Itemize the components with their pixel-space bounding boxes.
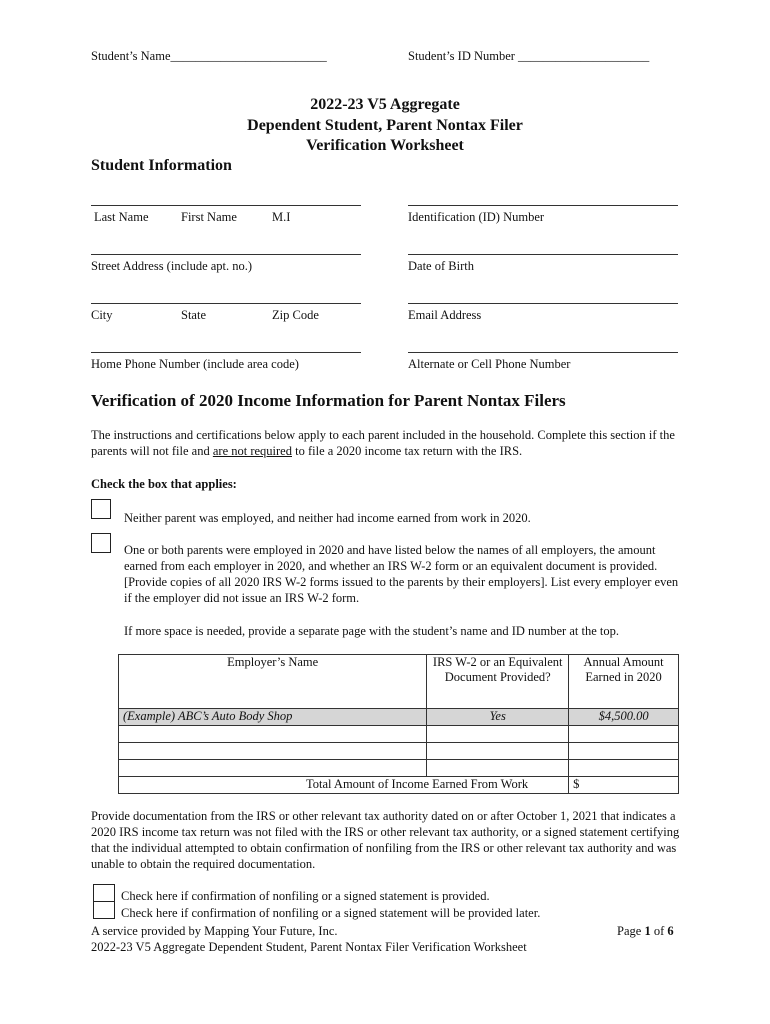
- dob-label: Date of Birth: [408, 259, 474, 273]
- verification-heading: Verification of 2020 Income Information for Parent Nontax Filers: [91, 391, 566, 410]
- nonfiling-provided-checkbox[interactable]: [93, 884, 115, 902]
- form-title-line2: Dependent Student, Parent Nontax Filer: [247, 117, 523, 134]
- nonfiling-later-label: Check here if confirmation of nonfiling or a signed statement will be provided later.: [121, 906, 541, 920]
- home-phone-line[interactable]: [91, 352, 361, 353]
- street-label: Street Address (include apt. no.): [91, 259, 253, 273]
- employer-name-header: Employer’s Name: [119, 655, 427, 709]
- table-header-row: [119, 655, 679, 709]
- student-id-field[interactable]: Student’s ID Number _____________________: [408, 49, 650, 63]
- id-number-label: Identification (ID) Number: [408, 210, 545, 224]
- student-name-field[interactable]: Student’s Name_________________________: [91, 49, 327, 63]
- page-total: 6: [667, 924, 674, 938]
- table-row[interactable]: [119, 726, 679, 743]
- option2-checkbox[interactable]: [91, 533, 111, 553]
- option1-text: Neither parent was employed, and neither had income earned from work in 2020.: [124, 511, 531, 525]
- home-phone-label: Home Phone Number (include area code): [91, 357, 299, 371]
- form-title-line3: Verification Worksheet: [306, 137, 464, 154]
- email-label: Email Address: [408, 308, 482, 322]
- total-amount-field[interactable]: $: [569, 777, 679, 794]
- dob-line[interactable]: [408, 254, 678, 255]
- zip-label: Zip Code: [272, 308, 319, 322]
- page-current: 1: [644, 924, 651, 938]
- nonfiling-later-checkbox[interactable]: [93, 901, 115, 919]
- email-line[interactable]: [408, 303, 678, 304]
- amount-header: Annual Amount Earned in 2020: [569, 655, 679, 709]
- alt-phone-label: Alternate or Cell Phone Number: [408, 357, 571, 371]
- documentation-text: Provide documentation from the IRS or other relevant tax authority dated on or after October 1, 2021 that indicates a 2020 IRS income tax return was not filed with the IRS or other relevant tax authority, or a signed statement certifying that the individual attempted to obtain confirmation of nonfiling from the IRS or other relevant tax authority and was unable to obtain the required documentation.: [91, 809, 680, 871]
- verification-intro: [91, 427, 681, 459]
- id-number-line[interactable]: [408, 205, 678, 206]
- city-label: City: [91, 308, 113, 322]
- last-name-label: Last Name: [94, 210, 149, 224]
- footer-provider: A service provided by Mapping Your Future, Inc.: [91, 924, 338, 938]
- state-label: State: [181, 308, 206, 322]
- total-row: [119, 777, 679, 794]
- w2-header: IRS W-2 or an Equivalent Document Provided?: [427, 655, 569, 709]
- city-line[interactable]: [91, 303, 361, 304]
- footer-doc-title: 2022-23 V5 Aggregate Dependent Student, Parent Nontax Filer Verification Worksheet: [91, 940, 527, 954]
- mi-label: M.I: [272, 210, 291, 224]
- employer-table: [118, 654, 679, 794]
- example-amount: $4,500.00: [569, 709, 679, 726]
- nonfiling-provided-label: Check here if confirmation of nonfiling or a signed statement is provided.: [121, 889, 490, 903]
- intro-text-a: The instructions and certifications below apply to each parent included in the household. Complete this section if the parents will not file and: [91, 428, 675, 458]
- first-name-label: First Name: [181, 210, 237, 224]
- example-w2: Yes: [427, 709, 569, 726]
- total-label: Total Amount of Income Earned From Work: [119, 777, 569, 794]
- form-title-line1: 2022-23 V5 Aggregate: [310, 96, 460, 113]
- table-row[interactable]: [119, 760, 679, 777]
- check-heading: Check the box that applies:: [91, 477, 237, 491]
- more-space-text: If more space is needed, provide a separate page with the student’s name and ID number at the top.: [124, 624, 619, 638]
- example-employer: (Example) ABC’s Auto Body Shop: [119, 709, 427, 726]
- intro-text-b: to file a 2020 income tax return with the IRS.: [292, 444, 523, 458]
- name-line[interactable]: [91, 205, 361, 206]
- alt-phone-line[interactable]: [408, 352, 678, 353]
- street-line[interactable]: [91, 254, 361, 255]
- page-number: [617, 924, 674, 939]
- intro-underlined: are not required: [212, 444, 292, 458]
- example-row: [119, 709, 679, 726]
- option2-text: One or both parents were employed in 2020 and have listed below the names of all employers, the amount earned from each employer in 2020, and whether an IRS W-2 form or an equivalent document is provided. [Provide copies of all 2020 IRS W-2 forms issued to the parents by their employers]. List every employer even if the employer did not issue an IRS W-2 form.: [124, 543, 679, 605]
- table-row[interactable]: [119, 743, 679, 760]
- student-info-heading: Student Information: [91, 157, 232, 174]
- page-mid: of: [650, 924, 668, 938]
- page-prefix: Page: [617, 924, 645, 938]
- option1-checkbox[interactable]: [91, 499, 111, 519]
